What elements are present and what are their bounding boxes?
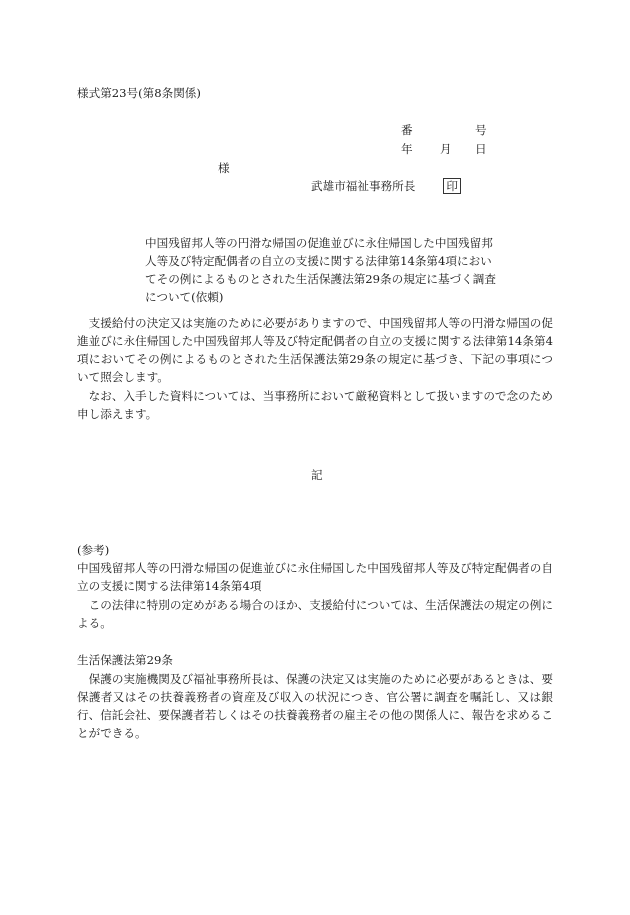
date-day-label: 日 bbox=[475, 142, 487, 156]
seal-mark: 印 bbox=[443, 178, 461, 194]
body-paragraph-1: 支援給付の決定又は実施のために必要がありますので、中国残留邦人等の円滑な帰国の促進並びに永住帰国した中国残留邦人等及び特定配偶者の自立の支援に関する法律第14条第4項においてその例によるものとされた生活保護法第29条の規定に基づき、下記の事項について照会します。 bbox=[77, 316, 553, 384]
reference-label: (参考) bbox=[77, 543, 110, 557]
body-paragraph-2: なお、入手した資料については、当事務所において厳秘資料として扱いますので念のため申し添えます。 bbox=[77, 389, 553, 421]
date-month-label: 月 bbox=[440, 142, 452, 156]
reference-law2-title: 生活保護法第29条 bbox=[77, 653, 173, 667]
addressee-suffix: 様 bbox=[218, 161, 230, 175]
ki-heading: 記 bbox=[311, 468, 323, 482]
reference-law1-title: 中国残留邦人等の円滑な帰国の促進並びに永住帰国した中国残留邦人等及び特定配偶者の自立の支援に関する法律第14条第4項 bbox=[77, 561, 553, 593]
sender-line bbox=[311, 177, 461, 195]
subject-title: 中国残留邦人等の円滑な帰国の促進並びに永住帰国した中国残留邦人等及び特定配偶者の自立の支援に関する法律第14条第4項においてその例によるものとされた生活保護法第29条の規定に基づく調査について(依頼) bbox=[145, 236, 496, 304]
form-header: 様式第23号(第8条関係) bbox=[77, 86, 201, 100]
ref-go-label: 号 bbox=[475, 123, 487, 137]
sender-name: 武雄市福祉事務所長 bbox=[311, 179, 416, 193]
reference-law2-text: 保護の実施機関及び福祉事務所長は、保護の決定又は実施のために必要があるときは、要保護者又はその扶養義務者の資産及び収入の状況につき、官公署に調査を嘱託し、又は銀行、信託会社、要保護者若しくはその扶養義務者の雇主その他の関係人に、報告を求めることができる。 bbox=[77, 672, 553, 740]
reference-law1-text: この法律に特別の定めがある場合のほか、支援給付については、生活保護法の規定の例による。 bbox=[77, 598, 553, 630]
ref-ban-label: 番 bbox=[401, 123, 413, 137]
date-year-label: 年 bbox=[401, 142, 413, 156]
